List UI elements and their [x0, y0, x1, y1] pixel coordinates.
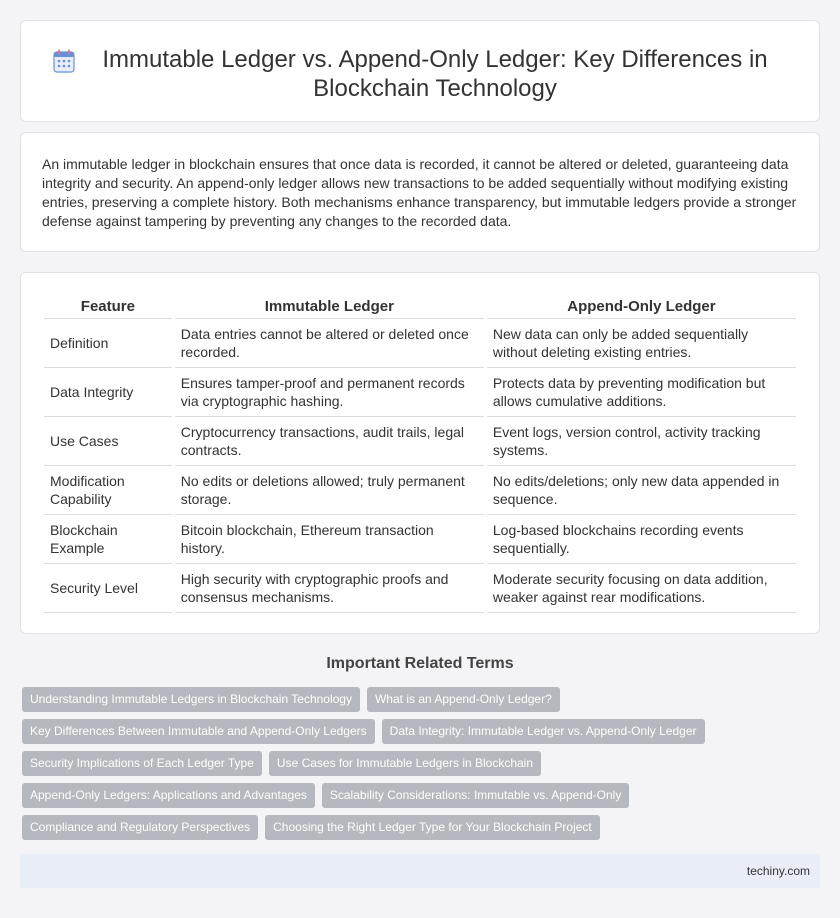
immutable-cell: Data entries cannot be altered or deleted once recorded.	[175, 319, 484, 368]
append-cell: Moderate security focusing on data addition, weaker against rear modifications.	[487, 564, 796, 613]
immutable-cell: No edits or deletions allowed; truly permanent storage.	[175, 466, 484, 515]
immutable-cell: Bitcoin blockchain, Ethereum transaction history.	[175, 515, 484, 564]
column-header-append: Append-Only Ledger	[487, 295, 796, 319]
intro-card	[20, 132, 820, 252]
related-term-link[interactable]: Use Cases for Immutable Ledgers in Blockchain	[269, 751, 541, 776]
site-name[interactable]: techiny.com	[746, 864, 810, 878]
feature-cell: Blockchain Example	[44, 515, 172, 564]
append-cell: New data can only be added sequentially without deleting existing entries.	[487, 319, 796, 368]
column-header-immutable: Immutable Ledger	[175, 295, 484, 319]
related-term-link[interactable]: Key Differences Between Immutable and Append-Only Ledgers	[22, 719, 375, 744]
append-cell: No edits/deletions; only new data appended in sequence.	[487, 466, 796, 515]
feature-cell: Definition	[44, 319, 172, 368]
related-terms-list	[22, 687, 722, 847]
table-row	[44, 319, 796, 368]
table-row	[44, 417, 796, 466]
table-row	[44, 515, 796, 564]
comparison-table-card	[20, 272, 820, 634]
related-term-link[interactable]: What is an Append-Only Ledger?	[367, 687, 560, 712]
page-title: Immutable Ledger vs. Append-Only Ledger: Key Differences in Blockchain Technology	[102, 46, 768, 102]
feature-cell: Use Cases	[44, 417, 172, 466]
table-row	[44, 466, 796, 515]
intro-paragraph: An immutable ledger in blockchain ensures that once data is recorded, it cannot be altered or deleted, guaranteeing data integrity and security. An append-only ledger allows new transactions to be added sequentially without modifying existing entries, preserving a complete history. Both mechanisms enhance transparency, but immutable ledgers provide a stronger defense against tampering by preventing any changes to the recorded data.	[42, 156, 797, 229]
related-terms-heading: Important Related Terms	[326, 655, 514, 672]
related-term-link[interactable]: Security Implications of Each Ledger Type	[22, 751, 262, 776]
append-cell: Log-based blockchains recording events sequentially.	[487, 515, 796, 564]
title-card	[20, 20, 820, 122]
feature-cell: Modification Capability	[44, 466, 172, 515]
column-header-feature: Feature	[44, 295, 172, 319]
append-cell: Protects data by preventing modification but allows cumulative additions.	[487, 368, 796, 417]
immutable-cell: High security with cryptographic proofs and consensus mechanisms.	[175, 564, 484, 613]
related-term-link[interactable]: Data Integrity: Immutable Ledger vs. Append-Only Ledger	[382, 719, 705, 744]
table-row	[44, 368, 796, 417]
immutable-cell: Cryptocurrency transactions, audit trails, legal contracts.	[175, 417, 484, 466]
related-term-link[interactable]: Compliance and Regulatory Perspectives	[22, 815, 258, 840]
related-term-link[interactable]: Choosing the Right Ledger Type for Your Blockchain Project	[265, 815, 600, 840]
feature-cell: Security Level	[44, 564, 172, 613]
feature-cell: Data Integrity	[44, 368, 172, 417]
append-cell: Event logs, version control, activity tracking systems.	[487, 417, 796, 466]
comparison-table	[41, 295, 799, 613]
related-term-link[interactable]: Append-Only Ledgers: Applications and Advantages	[22, 783, 315, 808]
table-header-row	[44, 295, 796, 319]
related-term-link[interactable]: Scalability Considerations: Immutable vs. Append-Only	[322, 783, 629, 808]
table-row	[44, 564, 796, 613]
footer	[20, 854, 820, 888]
immutable-cell: Ensures tamper-proof and permanent records via cryptographic hashing.	[175, 368, 484, 417]
related-term-link[interactable]: Understanding Immutable Ledgers in Blockchain Technology	[22, 687, 360, 712]
